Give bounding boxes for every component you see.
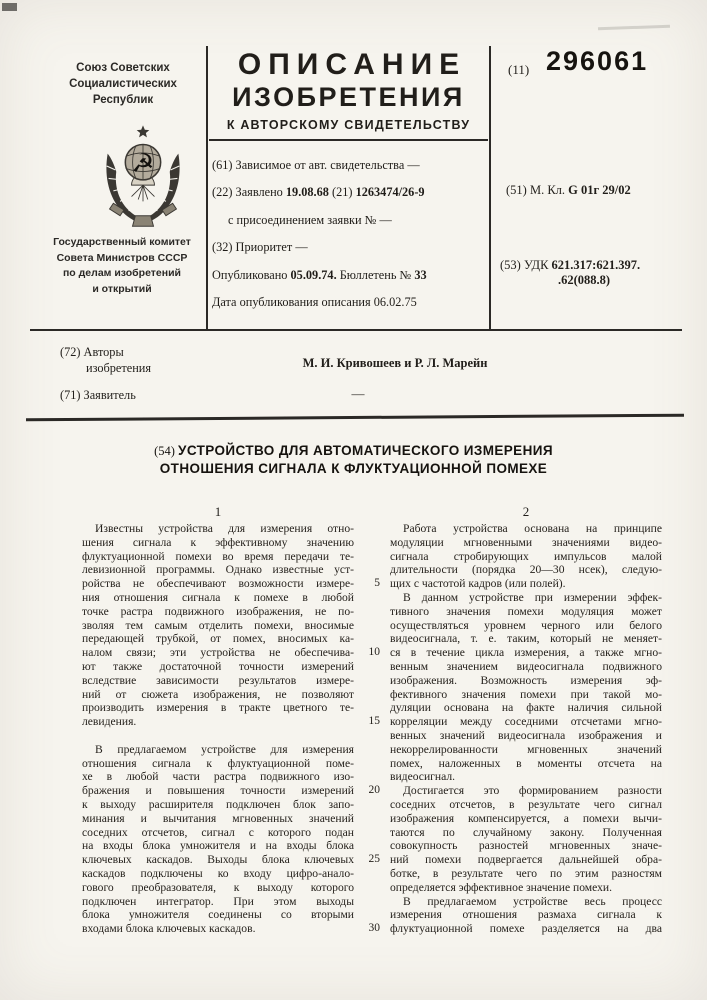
body-text-line: налом связи; эти устройства не обеспечива- (82, 646, 354, 660)
line-number (352, 632, 380, 646)
column-1-heading: 1 (214, 504, 222, 519)
authors-names: М. И. Кривошеев и Р. Л. Марейн (302, 356, 488, 370)
body-text-line: левидения. (82, 715, 137, 729)
line-number-gutter (352, 522, 380, 936)
applicant-label: (71) Заявитель (60, 388, 136, 402)
invention-title-line: ОТНОШЕНИЯ СИГНАЛА К ФЛУКТУАЦИОННОЙ ПОМЕХЕ (159, 461, 548, 476)
bibliographic-field-line: Дата опубликования описания 06.02.75 (212, 294, 417, 309)
udk-block (500, 258, 695, 288)
body-text-line: видеосигнал. (390, 770, 456, 784)
body-text-line: сигнала стробирующих импульсов малой (390, 549, 662, 563)
bibliographic-fields (212, 158, 486, 322)
line-number (352, 826, 380, 840)
line-number: 20 (368, 784, 380, 797)
text-segment: G 01г 29/02 (568, 184, 631, 197)
union-name-line: Республик (92, 94, 154, 106)
classification-text (506, 184, 631, 198)
text-segment: (21) (328, 185, 356, 200)
line-number: 25 (368, 853, 380, 866)
line-number (352, 550, 380, 564)
body-text-line: ся в течение цикла измерения, а также мгно- (390, 646, 662, 660)
body-text-line: фективного значения помехи при такой мо- (390, 687, 662, 701)
text-segment: (22) Заявлено (212, 185, 286, 200)
udk-line (500, 273, 695, 288)
body-text-line: шения сигнала к эффективному значению (82, 535, 354, 549)
text-segment: Бюллетень № (336, 267, 415, 282)
body-column-2 (390, 522, 662, 936)
line-number (352, 674, 380, 688)
title-prefix: (54) (154, 444, 179, 458)
text-segment: 19.08.68 (285, 185, 329, 200)
text-segment: 33 (414, 267, 427, 282)
line-number (352, 605, 380, 619)
body-text-line: ний помехи подвергается дальнейшей обра- (390, 853, 662, 867)
bibliographic-field-line: (32) Приоритет — (212, 240, 308, 255)
body-text-line: соседних отсчетов, в результате чего сигнал (390, 797, 662, 811)
line-number (352, 881, 380, 895)
body-text-line: гового преобразователя, к выходу которого (82, 880, 354, 894)
body-text-line: ния отношения сигнала к помехе в любой (82, 590, 354, 604)
body-text-line: флуктуационной помехе разделяется на два (390, 922, 662, 936)
body-text-line: точке растра подвижного изображения, не по- (82, 604, 354, 618)
body-text-line: изображения компенсируется, а помехи вычи- (390, 811, 662, 825)
authors-label-line: изобретения (86, 361, 152, 375)
line-number (352, 757, 380, 771)
union-name (40, 60, 206, 108)
document-type-line: ИЗОБРЕТЕНИЯ (232, 82, 465, 112)
body-text-line: входами блока ключевых каскадов. (82, 922, 256, 936)
body-text-line: каскадов подключены ко входу цифро-анало- (82, 866, 354, 880)
body-text-line: изображения. Возможность измерения эф- (390, 673, 662, 687)
body-text-line: корреляции между соседними отсчетами мгно- (390, 715, 662, 729)
title-text: УСТРОЙСТВО ДЛЯ АВТОМАТИЧЕСКОГО ИЗМЕРЕНИЯ (178, 443, 553, 458)
bibliographic-field-line (212, 185, 486, 199)
body-text-line: тивного значения помехи модуляция может (390, 604, 662, 618)
body-text-line: бражения и повышения точности измерений (82, 784, 354, 798)
horizontal-divider (26, 414, 684, 422)
union-name-line: Союз Советских (76, 62, 170, 74)
scan-artifact (598, 25, 670, 31)
line-number (352, 729, 380, 743)
line-number (352, 867, 380, 881)
line-number: 10 (368, 646, 380, 659)
body-text-line: хе в любой части растра подвижного изо- (82, 770, 354, 784)
body-column-1 (82, 522, 354, 936)
body-text-line: модуляции мгновенными значениями видео- (390, 535, 662, 549)
document-subtype-heading: К АВТОРСКОМУ СВИДЕТЕЛЬСТВУ (226, 118, 471, 132)
invention-title-line (100, 442, 607, 460)
text-segment: .62(088.8) (558, 273, 611, 287)
line-number (352, 839, 380, 853)
body-text-line: видеосигнала, т. е. таким, который не меняет- (390, 632, 662, 646)
line-number: 5 (374, 577, 380, 590)
ribbon-icon (132, 216, 153, 227)
body-text-line: передающей трубкой, от помех, вносимых ка- (82, 632, 354, 646)
line-number (352, 895, 380, 909)
line-number (352, 536, 380, 550)
subtitle-underline (209, 139, 488, 141)
document-type-line: ОПИСАНИЕ (237, 48, 467, 81)
union-name-line: Социалистических (69, 78, 177, 90)
body-text-line: минания и вычитания мгновенных значений (82, 811, 354, 825)
body-text-line: определяется эффективное значение помехи. (390, 880, 613, 894)
body-text-line: измерения отношения размаха сигнала к (390, 908, 662, 922)
body-text-line: зволяя тем самым отделить помехи, вносимые (82, 618, 354, 632)
body-text-line: ний от сюжета изображения, не позволяют (82, 687, 354, 701)
hammer-sickle-icon: ☭ (131, 149, 155, 180)
body-text-line: соседних отсчетов, сигнал с которого подан (82, 825, 354, 839)
body-text-line: таются по случайному закону. Полученная (390, 825, 662, 839)
document-type-heading (208, 48, 489, 113)
body-text-line: ботке, в результате чего по этим разностям (390, 866, 662, 880)
body-text-line: к выходу расширителя подключен блок запо- (82, 797, 354, 811)
line-number (352, 812, 380, 826)
body-text-line: Работа устройства основана на принципе (403, 522, 662, 535)
body-text-line: ройства не обеспечивают возможности измере- (82, 577, 354, 591)
body-text-line: длительности (порядка 20—30 нсек), следую- (390, 563, 662, 577)
publication-number-label: (11) (508, 62, 530, 77)
authors-label (60, 344, 200, 376)
body-text-line: подключен интегратор. При этом выходы (82, 894, 354, 908)
body-text-line: вследствие зависимости результатов измере- (82, 673, 354, 687)
body-text-line: флуктуационной помехи во время передачи те- (82, 549, 354, 563)
text-segment: (53) УДК (500, 258, 552, 272)
body-text-line: совокупность разностей мгновенных значе- (390, 839, 662, 853)
scan-artifact (2, 3, 17, 11)
text-segment: 1263474/26-9 (355, 185, 425, 200)
body-text-line: дуляции основана на факте наличия сильной (390, 701, 662, 715)
body-text-line: помех, наложенных в моменты отсчета на (390, 756, 662, 770)
body-text-line: осуществляться уровнем черного или белого (390, 618, 662, 632)
committee-name-line: Совета Министров СССР (56, 251, 188, 264)
column-2-heading: 2 (522, 504, 530, 519)
line-number (352, 701, 380, 715)
line-number (352, 619, 380, 633)
body-text-line: Достигается это формированием разности (403, 784, 662, 798)
body-text-line: ют также достаточной точности измерений (82, 659, 354, 673)
line-number (352, 591, 380, 605)
body-text-line: ключевых каскадов. Выходы блока ключевых (82, 853, 354, 867)
body-text-line: левизионной программы. Однако известные уст- (82, 563, 354, 577)
text-segment: Опубликовано (212, 267, 291, 282)
body-text-line: В предлагаемом устройстве для измерения (95, 742, 354, 756)
udk-line (500, 258, 695, 273)
body-text-line: В предлагаемом устройстве весь процесс (403, 894, 662, 908)
committee-name-line: по делам изобретений (62, 267, 182, 279)
committee-name (36, 235, 208, 297)
text-segment: (51) М. Кл. (506, 184, 569, 197)
body-text-line (82, 729, 354, 743)
bibliographic-field-line: с присоединением заявки № — (228, 212, 392, 227)
body-text-line: венным значением видеосигнала подвижного (390, 659, 662, 673)
applicant-value: — (351, 386, 365, 401)
line-number (352, 798, 380, 812)
body-text-line: производить измерения в тракте цветного те- (82, 701, 354, 715)
body-text-line: отношения сигнала к флуктуационной поме- (82, 756, 354, 770)
vertical-divider (489, 46, 491, 330)
line-number (352, 770, 380, 784)
committee-name-line: и открытий (92, 282, 152, 295)
invention-title (100, 442, 607, 478)
line-number: 30 (368, 922, 380, 935)
body-text-line: В данном устройстве при измерении эффек- (403, 590, 662, 604)
line-number (352, 660, 380, 674)
line-number (352, 908, 380, 922)
body-text-line: на входы блока умножителя и на входы блока (82, 839, 354, 853)
star-icon (137, 125, 150, 137)
body-text-line: блока умножителя соединены со вторыми (82, 908, 354, 922)
body-text-line: венных значений видеосигнала изображения и (390, 728, 662, 742)
publication-number: 296061 (546, 46, 649, 76)
line-number (352, 522, 380, 536)
ussr-emblem-icon (95, 124, 191, 231)
line-number (352, 743, 380, 757)
body-text-line: некоррелированности мгновенных значений (390, 742, 662, 756)
body-text-line: Известны устройства для измерения отно- (95, 522, 354, 535)
body-text-line: щих с частотой кадров (или полей). (390, 577, 566, 591)
line-number (352, 688, 380, 702)
line-number (352, 563, 380, 577)
text-segment: 621.317:621.397. (551, 258, 641, 272)
committee-name-line: Государственный комитет (53, 236, 191, 248)
bibliographic-field-line (212, 158, 486, 172)
authors-label-line: (72) Авторы (60, 345, 124, 359)
horizontal-divider (30, 329, 682, 331)
line-number: 15 (368, 715, 380, 728)
classification-line (506, 184, 631, 198)
bibliographic-field-line (212, 268, 486, 282)
text-segment: 05.09.74. (290, 267, 337, 282)
text-segment: (61) Зависимое от авт. свидетельства — (212, 158, 420, 172)
